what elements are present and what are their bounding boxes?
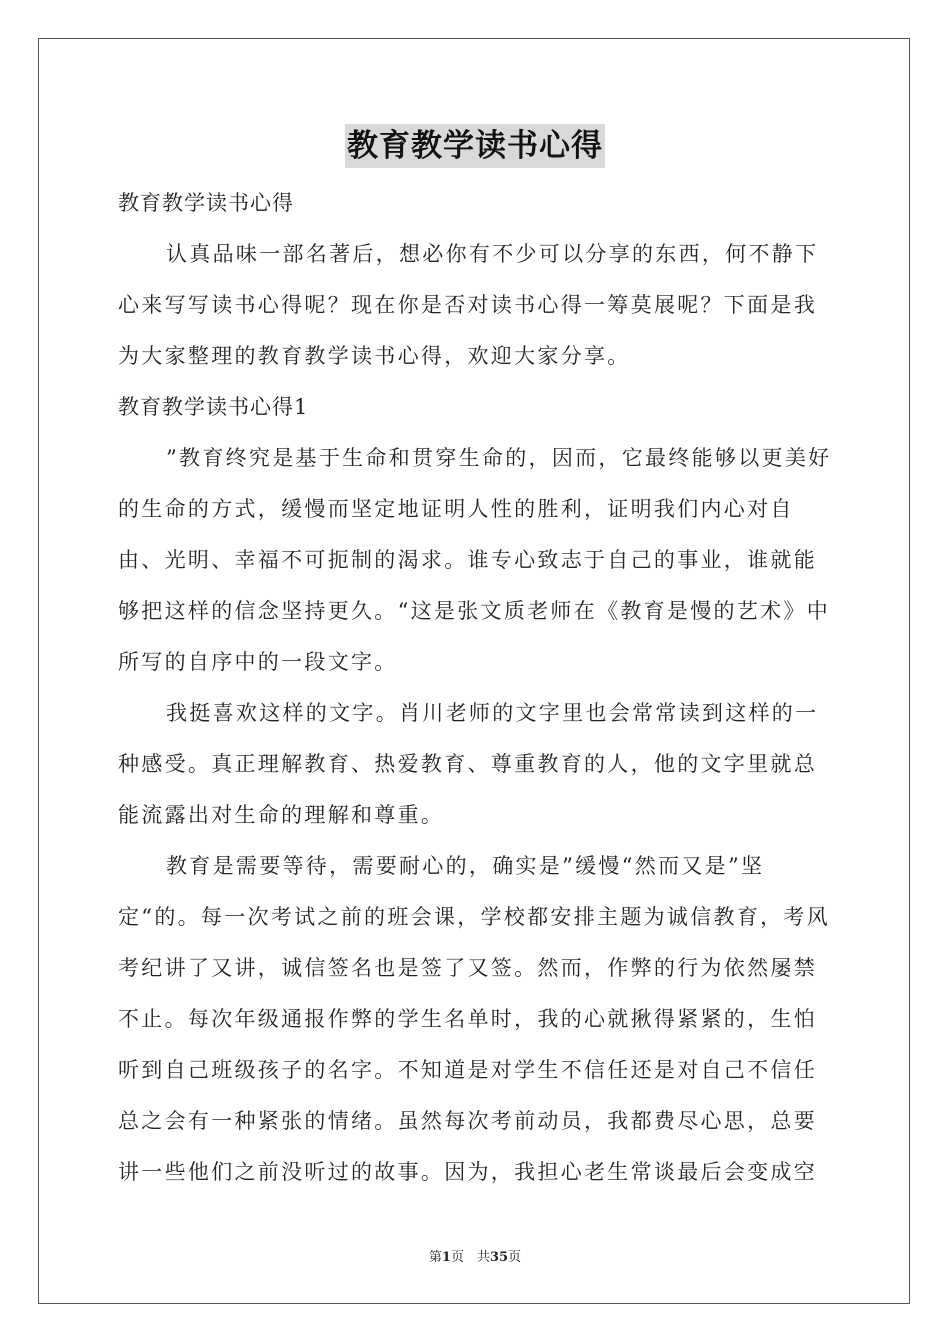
document-body [118, 178, 834, 1198]
page-footer [0, 1246, 950, 1265]
section-heading: 教育教学读书心得 [118, 191, 294, 215]
body-paragraph: ”教育终究是基于生命和贯穿生命的，因而，它最终能够以更美好的生命的方式，缓慢而坚定地证明人性的胜利，证明我们内心对自由、光明、幸福不可扼制的渴求。谁专心致志于自己的事业，谁就能够把这样的信念坚持更久。“这是张文质老师在《教育是慢的艺术》中所写的自序中的一段文字。 [118, 446, 832, 674]
section-heading: 教育教学读书心得1 [118, 395, 309, 419]
page-number-prefix: 第 [428, 1250, 442, 1265]
title-container [0, 124, 950, 168]
page-number-current: 1 [441, 1250, 451, 1265]
page-number-total: 35 [489, 1250, 509, 1265]
page-number-suffix: 页 [508, 1250, 522, 1265]
body-paragraph: 认真品味一部名著后，想必你有不少可以分享的东西，何不静下心来写写读书心得呢？现在你是否对读书心得一筹莫展呢？下面是我为大家整理的教育教学读书心得，欢迎大家分享。 [118, 242, 819, 368]
page-number-mid: 页 共 [450, 1250, 490, 1265]
body-paragraph: 教育是需要等待，需要耐心的，确实是”缓慢“然而又是”坚定“的。每一次考试之前的班会课，学校都安排主题为诚信教育，考风考纪讲了又讲，诚信签名也是签了又签。然而，作弊的行为依然屡禁不止。每次年级通报作弊的学生名单时，我的心就揪得紧紧的，生怕听到自己班级孩子的名字。不知道是对学生不信任还是对自己不信任总之会有一种紧张的情绪。虽然每次考前动员，我都费尽心思，总要讲一些他们之前没听过的故事。因为，我担心老生常谈最后会变成空 [118, 854, 831, 1184]
document-title: 教育教学读书心得 [345, 124, 605, 168]
body-paragraph: 我挺喜欢这样的文字。肖川老师的文字里也会常常读到这样的一种感受。真正理解教育、热爱教育、尊重教育的人，他的文字里就总能流露出对生命的理解和尊重。 [118, 701, 819, 827]
